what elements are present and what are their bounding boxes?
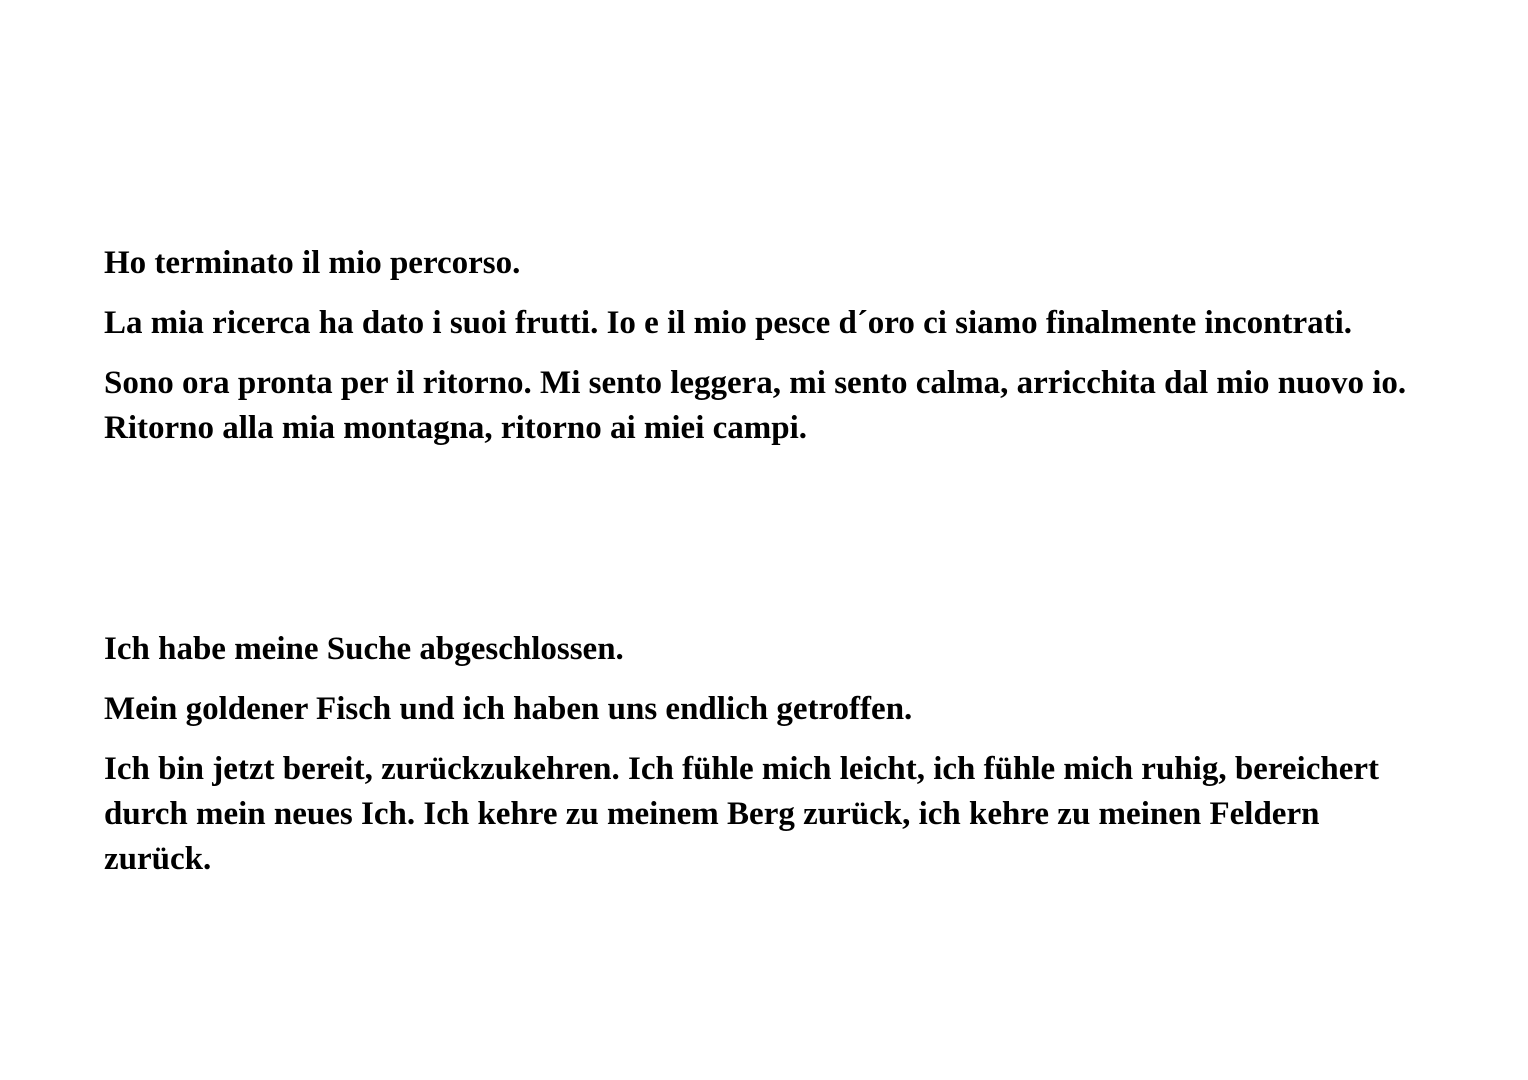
german-text-block xyxy=(104,627,1434,897)
paragraph: Ich habe meine Suche abgeschlossen. xyxy=(104,631,624,667)
paragraph: Mein goldener Fisch und ich haben uns endlich getroffen. xyxy=(104,691,913,727)
paragraph: Ho terminato il mio percorso. xyxy=(104,245,521,281)
paragraph: Sono ora pronta per il ritorno. Mi sento leggera, mi sento calma, arricchita dal mio nuovo io. Ritorno alla mia montagna, ritorno ai miei campi. xyxy=(104,365,1407,446)
italian-text-block xyxy=(104,241,1434,466)
paragraph: Ich bin jetzt bereit, zurückzukehren. Ich fühle mich leicht, ich fühle mich ruhig, bereichert durch mein neues Ich. Ich kehre zu meinem Berg zurück, ich kehre zu meinen Feldern zurück. xyxy=(104,751,1379,877)
paragraph: La mia ricerca ha dato i suoi frutti. Io e il mio pesce d´oro ci siamo finalmente incontrati. xyxy=(104,305,1353,341)
